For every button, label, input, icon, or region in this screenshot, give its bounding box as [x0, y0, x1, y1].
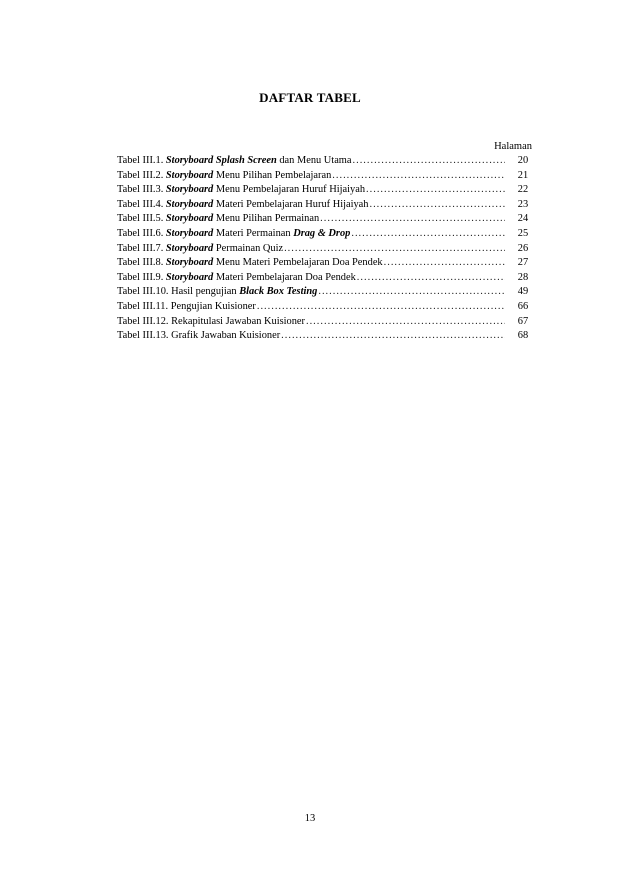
entry-text: Tabel III.13. Grafik Jawaban Kuisioner — [117, 330, 281, 342]
entry-text: Tabel III.6. Storyboard Materi Permainan Drag & Drop — [117, 227, 351, 239]
dot-leader — [353, 154, 506, 169]
entry-text: Tabel III.2. Storyboard Menu Pilihan Pembelajaran — [117, 169, 332, 181]
toc-entry[interactable] — [117, 315, 537, 330]
entry-page-number: 26 — [517, 242, 529, 254]
entry-page-number: 66 — [517, 300, 529, 312]
dot-leader — [366, 183, 505, 198]
page-number: 13 — [304, 813, 316, 824]
dot-leader — [332, 169, 505, 184]
dot-leader — [257, 300, 505, 315]
toc-entry[interactable] — [117, 271, 537, 286]
entry-text: Tabel III.12. Rekapitulasi Jawaban Kuisioner — [117, 315, 305, 327]
entry-text: Tabel III.3. Storyboard Menu Pembelajaran Huruf Hijaiyah — [117, 184, 366, 196]
toc-entry[interactable] — [117, 300, 537, 315]
entry-page-number: 27 — [517, 257, 529, 269]
entry-text: Tabel III.1. Storyboard Splash Screen dan Menu Utama — [117, 155, 352, 166]
entry-page-number: 21 — [517, 169, 529, 181]
toc-entry[interactable] — [117, 242, 537, 257]
entry-page-number: 25 — [517, 227, 529, 239]
entry-text: Tabel III.7. Storyboard Permainan Quiz — [117, 242, 284, 254]
entry-page-number: 28 — [517, 271, 529, 283]
toc-entry[interactable] — [117, 227, 537, 242]
dot-leader — [284, 242, 505, 257]
dot-leader — [357, 271, 505, 286]
page-column-header: Halaman — [494, 141, 532, 152]
toc-entry[interactable] — [117, 329, 537, 344]
toc-entry[interactable] — [117, 198, 537, 213]
toc-entry[interactable] — [117, 285, 537, 300]
entry-page-number: 22 — [517, 184, 529, 196]
entry-page-number: 23 — [517, 198, 529, 210]
dot-leader — [306, 315, 505, 330]
toc-entry[interactable] — [117, 154, 537, 169]
entry-page-number: 24 — [517, 213, 529, 225]
dot-leader — [281, 329, 505, 344]
entry-page-number: 20 — [517, 155, 529, 166]
toc-entry[interactable] — [117, 256, 537, 271]
toc-entry[interactable] — [117, 212, 537, 227]
dot-leader — [384, 256, 505, 271]
entry-page-number: 68 — [517, 330, 529, 342]
entry-text: Tabel III.8. Storyboard Menu Materi Pembelajaran Doa Pendek — [117, 257, 383, 269]
dot-leader — [351, 227, 505, 242]
page-title: DAFTAR TABEL — [259, 90, 361, 105]
entry-text: Tabel III.10. Hasil pengujian Black Box Testing — [117, 286, 318, 298]
dot-leader — [369, 198, 505, 213]
toc-entry[interactable] — [117, 183, 537, 198]
entry-page-number: 49 — [517, 286, 529, 298]
entry-text: Tabel III.4. Storyboard Materi Pembelajaran Huruf Hijaiyah — [117, 198, 369, 210]
entry-page-number: 67 — [517, 315, 529, 327]
dot-leader — [318, 285, 505, 300]
entry-text: Tabel III.11. Pengujian Kuisioner — [117, 300, 256, 312]
table-list — [117, 154, 537, 344]
entry-text: Tabel III.9. Storyboard Materi Pembelajaran Doa Pendek — [117, 271, 356, 283]
entry-text: Tabel III.5. Storyboard Menu Pilihan Permainan — [117, 213, 320, 225]
toc-entry[interactable] — [117, 169, 537, 184]
dot-leader — [320, 212, 505, 227]
